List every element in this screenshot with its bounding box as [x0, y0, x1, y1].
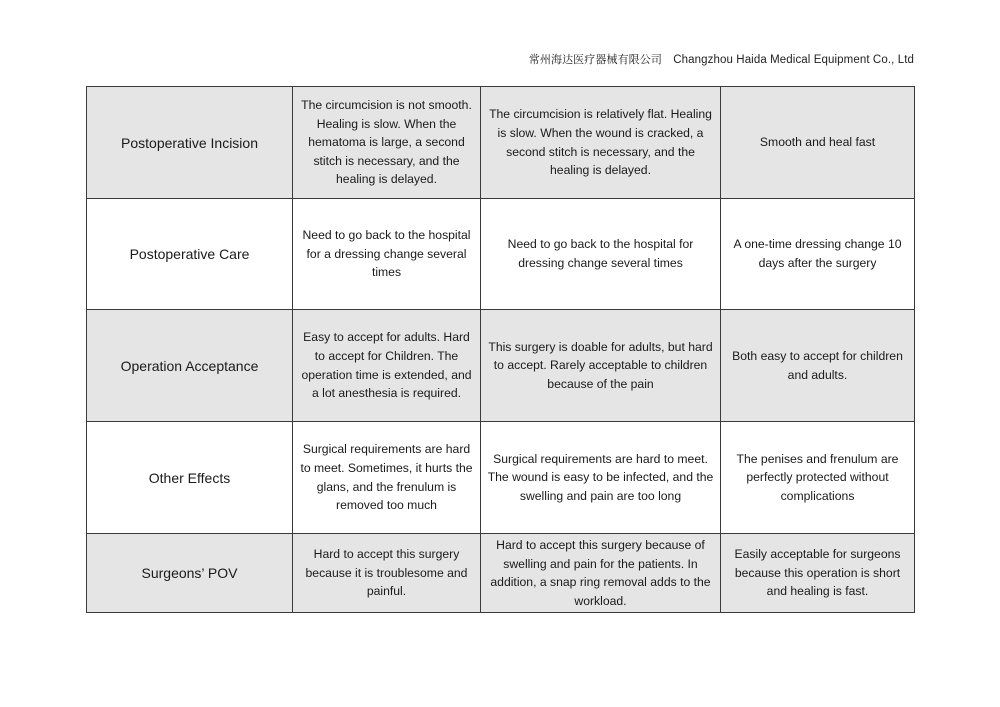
table-cell: Both easy to accept for children and adults. [721, 310, 915, 422]
table-cell: The circumcision is not smooth. Healing is slow. When the hematoma is large, a second stitch is necessary, and the healing is delayed. [293, 87, 481, 199]
comparison-table [86, 86, 915, 613]
table-row-postoperative-care [87, 199, 915, 310]
table-cell: This surgery is doable for adults, but hard to accept. Rarely acceptable to children because of the pain [481, 310, 721, 422]
table-row-operation-acceptance [87, 310, 915, 422]
row-label: Other Effects [87, 422, 293, 534]
table-cell: Need to go back to the hospital for a dressing change several times [293, 199, 481, 310]
table-cell: Surgical requirements are hard to meet. Sometimes, it hurts the glans, and the frenulum is removed too much [293, 422, 481, 534]
table-cell: The penises and frenulum are perfectly protected without complications [721, 422, 915, 534]
table-row-surgeons-pov [87, 534, 915, 613]
table-row-other-effects [87, 422, 915, 534]
company-name-english: Changzhou Haida Medical Equipment Co., Ltd [673, 54, 914, 66]
table-cell: A one-time dressing change 10 days after the surgery [721, 199, 915, 310]
table-cell: Smooth and heal fast [721, 87, 915, 199]
table-cell: Hard to accept this surgery because it is troublesome and painful. [293, 534, 481, 613]
table-cell: Easily acceptable for surgeons because this operation is short and healing is fast. [721, 534, 915, 613]
row-label: Operation Acceptance [87, 310, 293, 422]
row-label: Postoperative Incision [87, 87, 293, 199]
table-cell: Need to go back to the hospital for dressing change several times [481, 199, 721, 310]
table-cell: Surgical requirements are hard to meet. The wound is easy to be infected, and the swelling and pain are too long [481, 422, 721, 534]
row-label: Surgeons’ POV [87, 534, 293, 613]
row-label: Postoperative Care [87, 199, 293, 310]
table-cell: Hard to accept this surgery because of swelling and pain for the patients. In addition, a snap ring removal adds to the workload. [481, 534, 721, 613]
table-cell: Easy to accept for adults. Hard to accept for Children. The operation time is extended, and a lot anesthesia is required. [293, 310, 481, 422]
company-name-chinese: 常州海达医疗器械有限公司 [528, 53, 662, 66]
table-cell: The circumcision is relatively flat. Healing is slow. When the wound is cracked, a second stitch is necessary, and the healing is delayed. [481, 87, 721, 199]
page-header [529, 51, 914, 67]
table-row-postoperative-incision [87, 87, 915, 199]
